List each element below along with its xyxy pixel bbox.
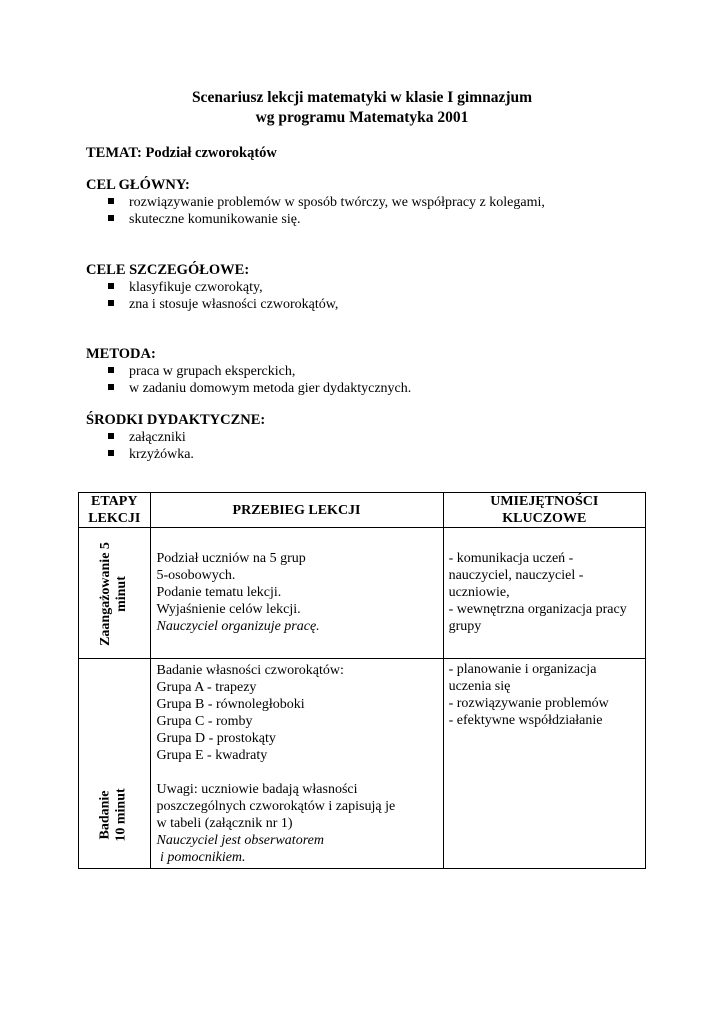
skills-cell [443, 659, 645, 869]
section-teaching-aids [86, 411, 265, 463]
course-line-italic: Nauczyciel organizuje pracę. [156, 619, 320, 634]
list-item [86, 194, 545, 211]
section-main-goal [86, 176, 545, 228]
course-line: w tabeli (załącznik nr 1) [156, 816, 293, 831]
header-text: LEKCJI [88, 511, 141, 526]
list-item [86, 363, 411, 380]
table-header-row [79, 493, 646, 528]
course-line: Grupa C - romby [156, 714, 253, 729]
course-line-italic: i pomocnikiem. [156, 850, 246, 865]
course-line: Uwagi: uczniowie badają własności [156, 782, 358, 797]
list-item-text: zna i stosuje własności czworokątów, [129, 297, 339, 312]
course-line-italic: Nauczyciel jest obserwatorem [156, 833, 324, 848]
list-item [86, 296, 338, 313]
skills-cell [443, 528, 645, 659]
skill-line: - wewnętrzna organizacja pracy [448, 602, 627, 617]
square-bullet-icon [108, 283, 114, 289]
course-line: Badanie własności czworokątów: [156, 663, 344, 678]
course-line: 5-osobowych. [156, 568, 236, 583]
list-item [86, 446, 265, 463]
skill-line: grupy [448, 619, 482, 634]
lesson-plan-table [78, 492, 646, 869]
lesson-topic: TEMAT: Podział czworokątów [86, 145, 277, 161]
list-item [86, 279, 338, 296]
header-course: PRZEBIEG LEKCJI [150, 493, 443, 528]
list-item [86, 429, 265, 446]
table-row [79, 659, 646, 869]
skill-line: uczenia się [448, 679, 511, 694]
square-bullet-icon [108, 384, 114, 390]
list-item-text: rozwiązywanie problemów w sposób twórczy, we współpracy z kolegami, [129, 195, 545, 210]
square-bullet-icon [108, 450, 114, 456]
section-heading: METODA: [86, 346, 156, 362]
square-bullet-icon [108, 198, 114, 204]
course-cell [150, 528, 443, 659]
list-item-text: praca w grupach eksperckich, [129, 364, 296, 379]
course-cell [150, 659, 443, 869]
course-line: Podział uczniów na 5 grup [156, 551, 306, 566]
section-heading: CELE SZCZEGÓŁOWE: [86, 262, 250, 278]
header-skills [443, 493, 645, 528]
list-item-text: w zadaniu domowym metoda gier dydaktycznych. [129, 381, 412, 396]
course-line: Grupa A - trapezy [156, 680, 257, 695]
course-line: Podanie tematu lekcji. [156, 585, 282, 600]
header-stages [79, 493, 151, 528]
document-title-line-1: Scenariusz lekcji matematyki w klasie I gimnazjum [191, 89, 533, 106]
stage-cell [79, 659, 151, 869]
stage-text: Zaangażowanie 5 [98, 541, 113, 646]
skill-line: - efektywne współdziałanie [448, 713, 603, 728]
section-method [86, 345, 411, 397]
skill-line: nauczyciel, nauczyciel - [448, 568, 584, 583]
course-line: Grupa B - równoległoboki [156, 697, 305, 712]
square-bullet-icon [108, 367, 114, 373]
stage-text: Badanie [97, 790, 113, 840]
stage-text: 10 minut [113, 788, 129, 842]
header-text: ETAPY [91, 494, 138, 509]
list-item [86, 380, 411, 397]
list-item-text: skuteczne komunikowanie się. [129, 212, 301, 227]
course-line [157, 764, 438, 781]
stage-text: minut [114, 575, 129, 612]
list-item-text: klasyfikuje czworokąty, [129, 280, 263, 295]
list-item [86, 211, 545, 228]
course-line: Grupa D - prostokąty [156, 731, 276, 746]
course-line: Wyjaśnienie celów lekcji. [156, 602, 301, 617]
course-line: Grupa E - kwadraty [156, 748, 268, 763]
square-bullet-icon [108, 300, 114, 306]
list-item-text: krzyżówka. [129, 447, 194, 462]
course-line: poszczególnych czworokątów i zapisują je [156, 799, 396, 814]
list-item-text: załączniki [129, 430, 186, 445]
skill-line: - planowanie i organizacja [448, 662, 597, 677]
table-row [79, 528, 646, 659]
header-text: KLUCZOWE [502, 511, 587, 526]
section-detailed-goals [86, 261, 338, 313]
skill-line: - rozwiązywanie problemów [448, 696, 609, 711]
square-bullet-icon [108, 433, 114, 439]
section-heading: ŚRODKI DYDAKTYCZNE: [86, 412, 266, 428]
stage-label [98, 788, 130, 841]
skill-line: - komunikacja uczeń - [448, 551, 574, 566]
section-heading: CEL GŁÓWNY: [86, 177, 190, 193]
header-text: UMIEJĘTNOŚCI [490, 494, 599, 509]
document-title-line-2: wg programu Matematyka 2001 [255, 109, 469, 126]
stage-cell [79, 528, 151, 659]
square-bullet-icon [108, 215, 114, 221]
skill-line: uczniowie, [448, 585, 510, 600]
stage-label [98, 542, 130, 646]
